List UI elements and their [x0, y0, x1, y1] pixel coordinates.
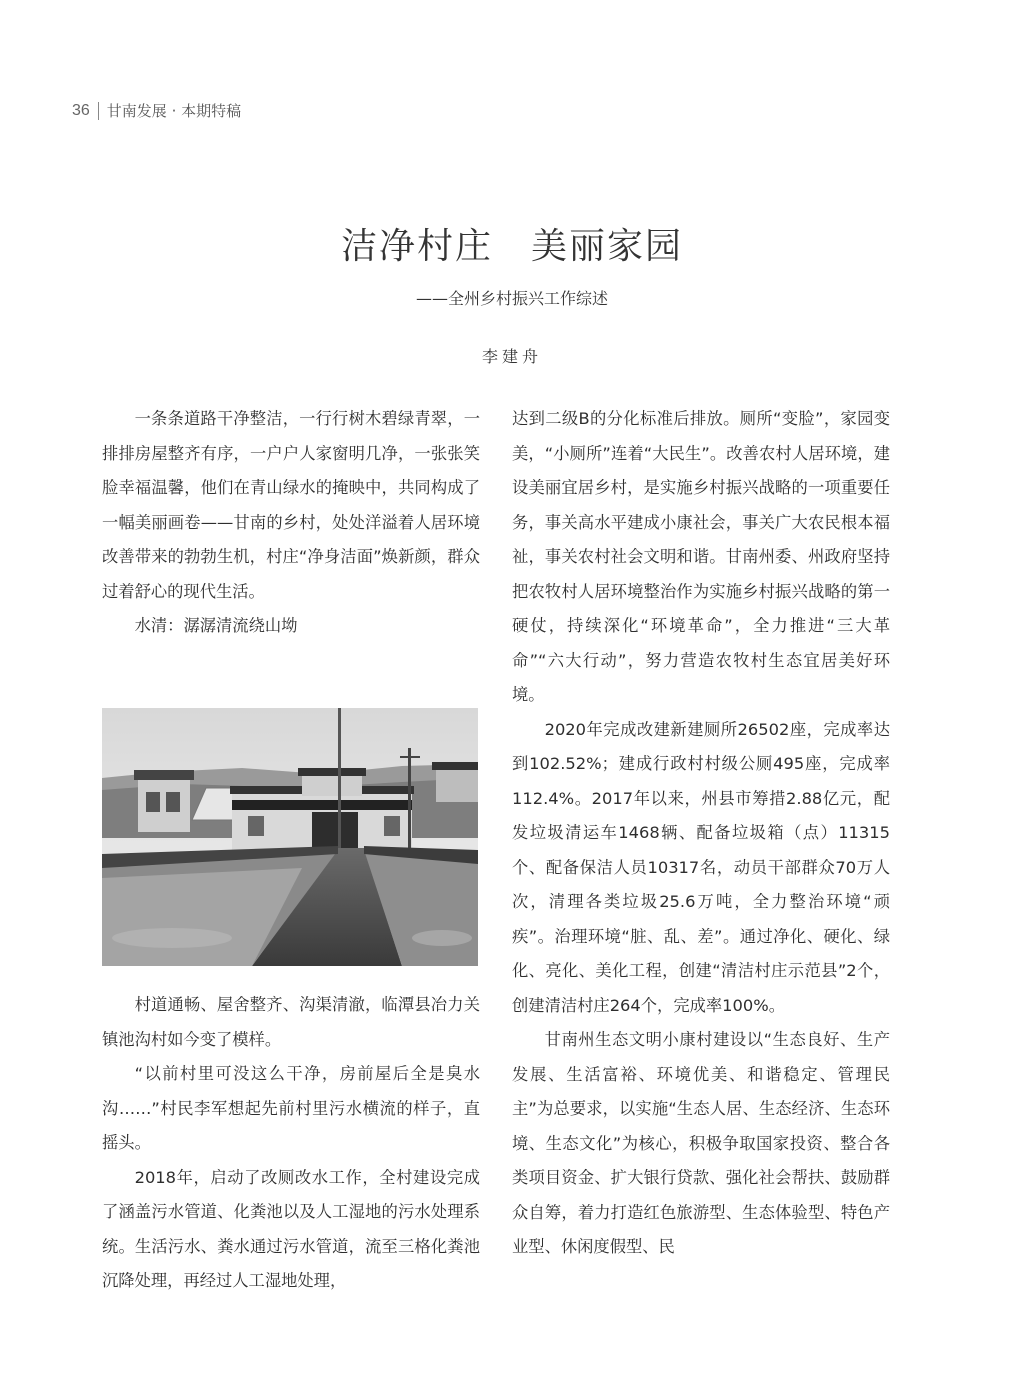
paragraph: 甘南州生态文明小康村建设以“生态良好、生产发展、生活富裕、环境优美、和谐稳定、管理民主”为总要求，以实施“生态人居、生态经济、生态环境、生态文化”为核心，积极争取国家投资、整合各类项目资金、扩大银行贷款、强化社会帮扶、鼓励群众自筹，着力打造红色旅游型、生态体验型、特色产业型、休闲度假型、民 — [512, 1030, 890, 1256]
left-column-top — [102, 402, 480, 644]
page-number: 36 — [72, 101, 90, 119]
left-column-bottom — [102, 988, 480, 1299]
photo-caption-paragraph: 村道通畅、屋舍整齐、沟渠清澈，临潭县冶力关镇池沟村如今变了模样。 — [102, 995, 480, 1049]
village-photo — [102, 708, 478, 966]
section-name: 甘南发展 · 本期特稿 — [106, 102, 242, 120]
article-author: 李建舟 — [481, 347, 542, 366]
paragraph: “以前村里可没这么干净，房前屋后全是臭水沟……”村民李军想起先前村里污水横流的样子，直摇头。 — [102, 1064, 480, 1152]
article-title: 洁净村庄 美丽家园 — [340, 226, 683, 267]
header-divider — [98, 102, 99, 120]
section-heading: 水清：潺潺清流绕山坳 — [134, 616, 298, 635]
running-header — [72, 100, 241, 121]
paragraph: 2018年，启动了改厕改水工作，全村建设完成了涵盖污水管道、化粪池以及人工湿地的污水处理系统。生活污水、粪水通过污水管道，流至三格化粪池沉降处理，再经过人工湿地处理， — [102, 1167, 480, 1290]
paragraph: 2020年完成改建新建厕所26502座，完成率达到102.52%；建成行政村村级公厕495座，完成率112.4%。2017年以来，州县市筹措2.88亿元，配发垃圾清运车1468辆、配备垃圾箱（点）11315个、配备保洁人员10317名，动员干部群众70万人次，清理各类垃圾25.6万吨，全力整治环境“顽疾”。治理环境“脏、乱、差”。通过净化、硬化、绿化、亮化、美化工程，创建“清洁村庄示范县”2个，创建清洁村庄264个，完成率100%。 — [512, 719, 890, 1015]
article-subtitle: ——全州乡村振兴工作综述 — [415, 289, 608, 308]
right-column — [512, 402, 890, 1265]
paragraph: 一条条道路干净整洁，一行行树木碧绿青翠，一排排房屋整齐有序，一户户人家窗明几净，一张张笑脸幸福温馨，他们在青山绿水的掩映中，共同构成了一幅美丽画卷——甘南的乡村，处处洋溢着人居环境改善带来的勃勃生机，村庄“净身洁面”焕新颜，群众过着舒心的现代生活。 — [102, 409, 480, 601]
paragraph: 达到二级B的分化标准后排放。厕所“变脸”，家园变美，“小厕所”连着“大民生”。改善农村人居环境，建设美丽宜居乡村，是实施乡村振兴战略的一项重要任务，事关高水平建成小康社会，事关广大农民根本福祉，事关农村社会文明和谐。甘南州委、州政府坚持把农牧村人居环境整治作为实施乡村振兴战略的第一硬仗，持续深化“环境革命”，全力推进“三大革命”“六大行动”，努力营造农牧村生态宜居美好环境。 — [512, 409, 890, 704]
